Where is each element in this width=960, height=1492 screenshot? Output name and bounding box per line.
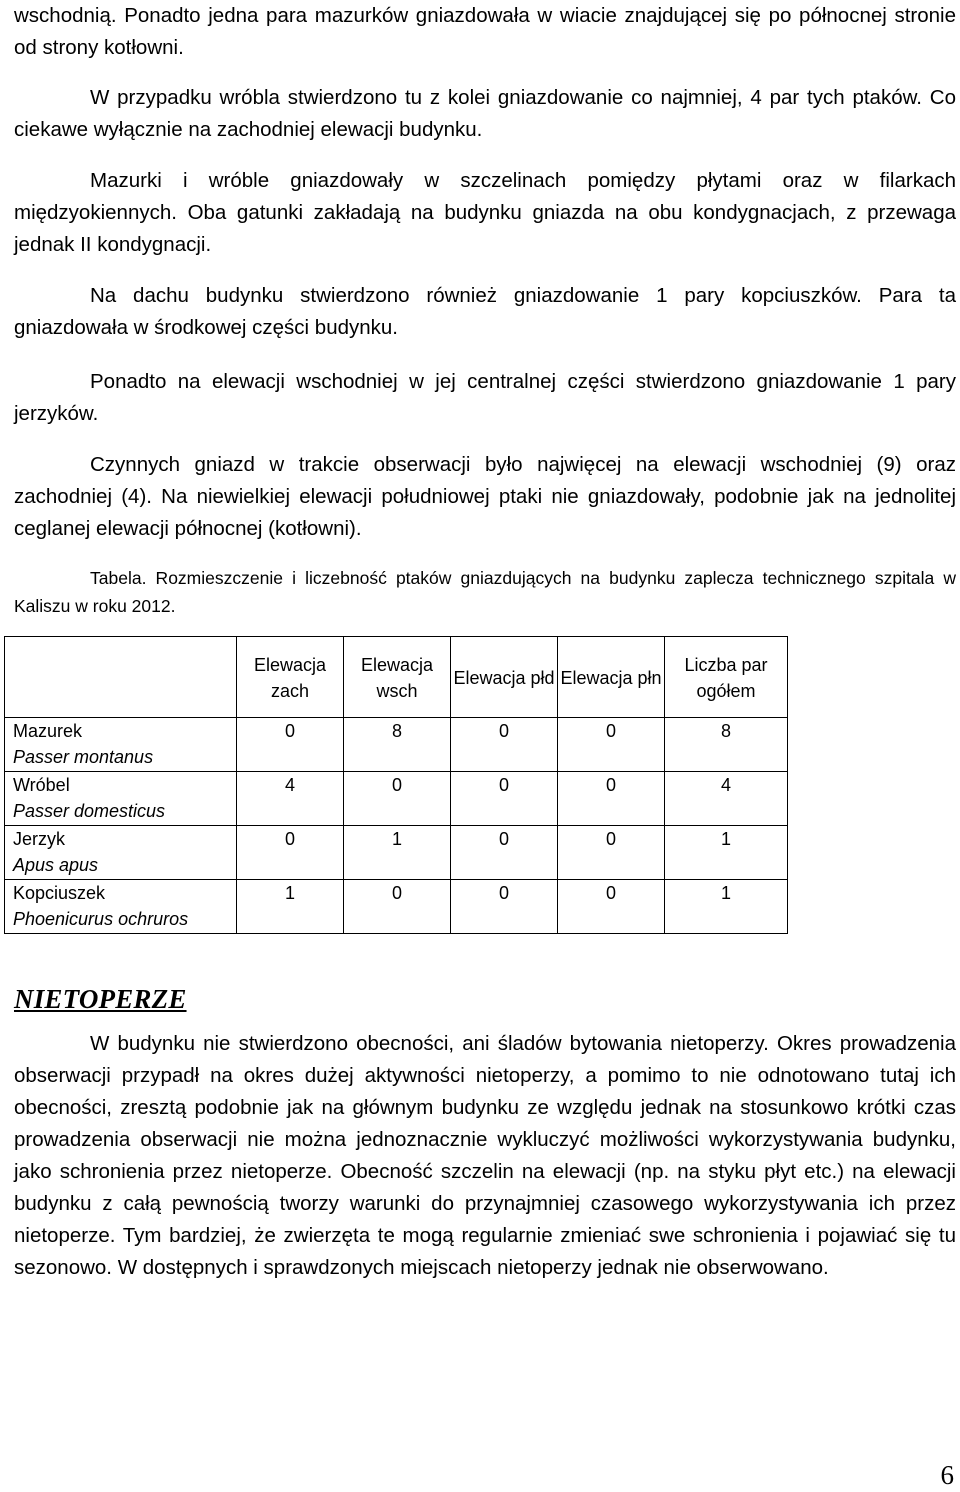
table-caption: Tabela. Rozmieszczenie i liczebność ptaków gniazdujących na budynku zaplecza technicznego szpitala w Kaliszu w roku 2012. <box>14 568 956 616</box>
paragraph-sparrow: W przypadku wróbla stwierdzono tu z kolei gniazdowanie co najmniej, 4 par tych ptaków. Co ciekawe wyłącznie na zachodniej elewacji budynku. <box>14 86 956 141</box>
header-total: Liczba par ogółem <box>665 637 788 718</box>
species-latin-name: Apus apus <box>13 855 99 875</box>
header-north: Elewacja płn <box>558 637 665 718</box>
value-cell: 1 <box>237 880 344 934</box>
table-header-row <box>5 637 788 718</box>
table-row <box>5 826 788 880</box>
table-row <box>5 718 788 772</box>
species-common-name: Mazurek <box>13 721 83 741</box>
species-cell <box>5 718 237 772</box>
value-cell: 0 <box>451 718 558 772</box>
value-cell: 0 <box>558 718 665 772</box>
species-cell <box>5 826 237 880</box>
paragraph-continuation: wschodnią. Ponadto jedna para mazurków gniazdowała w wiacie znajdującej się po północnej stronie od strony kotłowni. <box>14 4 956 59</box>
species-common-name: Wróbel <box>13 775 70 795</box>
species-latin-name: Passer montanus <box>13 747 154 767</box>
species-common-name: Kopciuszek <box>13 883 106 903</box>
header-south: Elewacja płd <box>451 637 558 718</box>
page-number: 6 <box>940 1460 954 1490</box>
value-cell: 0 <box>558 880 665 934</box>
value-cell: 0 <box>451 826 558 880</box>
value-cell: 0 <box>451 880 558 934</box>
paragraph-nesting-sites: Mazurki i wróble gniazdowały w szczelinach pomiędzy płytami oraz w filarkach międzyokiennych. Oba gatunki zakładają na budynku gniazda na obu kondygnacjach, z przewaga jednak II kondygnacji. <box>14 169 956 256</box>
table-row <box>5 772 788 826</box>
paragraph-active-nests: Czynnych gniazd w trakcie obserwacji było najwięcej na elewacji wschodniej (9) oraz zachodniej (4). Na niewielkiej elewacji południowej ptaki nie gniazdowały, podobnie jak na jednolitej ceglanej elewacji północnej (kotłowni). <box>14 453 956 540</box>
value-cell: 1 <box>665 826 788 880</box>
value-cell: 8 <box>344 718 451 772</box>
value-cell: 0 <box>558 826 665 880</box>
value-cell: 0 <box>344 880 451 934</box>
table-row <box>5 880 788 934</box>
value-cell: 0 <box>237 718 344 772</box>
value-cell: 0 <box>344 772 451 826</box>
species-cell <box>5 880 237 934</box>
species-common-name: Jerzyk <box>13 829 66 849</box>
species-latin-name: Phoenicurus ochruros <box>13 909 189 929</box>
header-east: Elewacja wsch <box>344 637 451 718</box>
section-heading-bats: NIETOPERZE <box>14 984 187 1014</box>
species-cell <box>5 772 237 826</box>
species-latin-name: Passer domesticus <box>13 801 166 821</box>
value-cell: 1 <box>665 880 788 934</box>
value-cell: 8 <box>665 718 788 772</box>
value-cell: 4 <box>237 772 344 826</box>
value-cell: 0 <box>451 772 558 826</box>
value-cell: 0 <box>558 772 665 826</box>
paragraph-swift: Ponadto na elewacji wschodniej w jej centralnej części stwierdzono gniazdowanie 1 pary jerzyków. <box>14 370 956 425</box>
paragraph-redstart: Na dachu budynku stwierdzono również gniazdowanie 1 pary kopciuszków. Para ta gniazdowała w środkowej części budynku. <box>14 284 956 339</box>
value-cell: 4 <box>665 772 788 826</box>
birds-table <box>4 636 788 934</box>
table-corner-cell <box>5 637 237 718</box>
value-cell: 0 <box>237 826 344 880</box>
header-west: Elewacja zach <box>237 637 344 718</box>
paragraph-bats: W budynku nie stwierdzono obecności, ani śladów bytowania nietoperzy. Okres prowadzenia obserwacji przypadł na okres dużej aktywności nietoperzy, a pomimo to nie odnotowano tutaj ich obecności, zresztą podobnie jak na głównym budynku ze względu jednak na stosunkowo krótki czas prowadzenia obserwacji nie można jednoznacznie wykluczyć możliwości wykorzystywania budynku, jako schronienia przez nietoperze. Obecność szczelin na elewacji (np. na styku płyt etc.) na elewacji budynku z całą pewnością tworzy warunki do przynajmniej czasowego wykorzystywania ich przez nietoperze. Tym bardziej, że zwierzęta te mogą regularnie zmieniać swe schronienia i pojawiać się tu sezonowo. W dostępnych i sprawdzonych miejscach nietoperzy jednak nie obserwowano. <box>14 1032 956 1279</box>
value-cell: 1 <box>344 826 451 880</box>
